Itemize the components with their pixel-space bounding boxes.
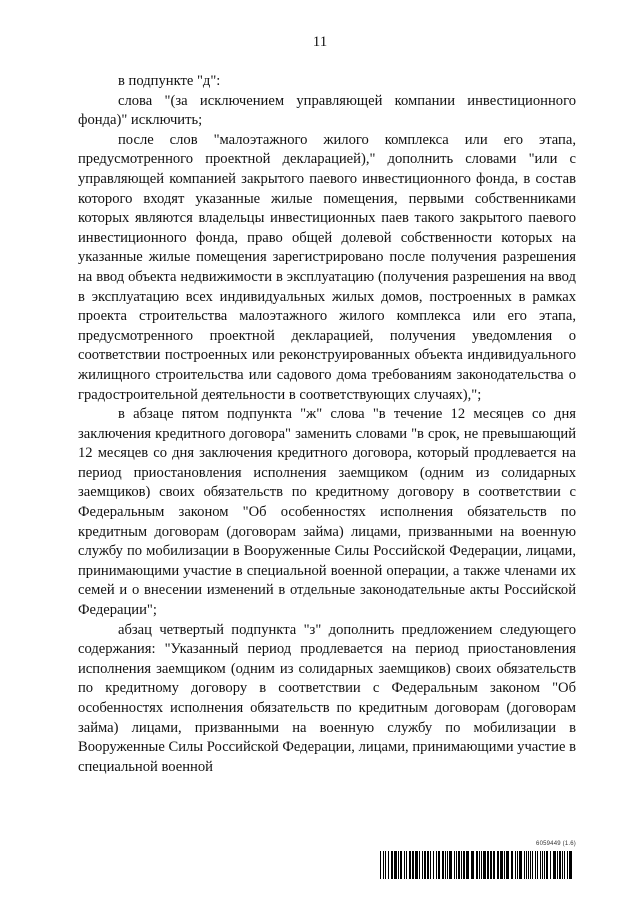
barcode-id-text: 6059449 (1.6) — [536, 841, 576, 847]
barcode-bar — [479, 851, 480, 879]
barcode-bar — [550, 851, 551, 879]
barcode-bar — [493, 851, 495, 879]
barcode-bar — [524, 851, 525, 879]
barcode-bar — [532, 851, 533, 879]
barcode-bar — [427, 851, 429, 879]
barcode-bar — [419, 851, 420, 879]
barcode-bar — [463, 851, 465, 879]
barcode-bar — [430, 851, 431, 879]
barcode-bar — [449, 851, 452, 879]
paragraph: после слов "малоэтажного жилого комплекса или его этапа, предусмотренного проектной декларацией)," дополнить словами "или с управляющей компанией закрытого паевого инвестиционного фонда, в состав которого входят указанные жилые помещения, первыми собственниками которых являются владельцы инвестиционных паев такого закрытого паевого инвестиционного фонда, право общей долевой собственности которых на указанные жилые помещения зарегистрировано после получения разрешения на ввод объекта недвижимости в эксплуатацию (получения разрешения на ввод в эксплуатацию всех индивидуальных жилых домов, построенных в рамках проекта строительства малоэтажного жилого комплекса или его этапа, предусмотренного проектной декларацией, получения уведомления о соответствии построенных или реконструированных объекта индивидуального жилищного строительства или садового дома требованиям законодательства о градостроительной деятельности в соответствующих случаях),"; — [78, 131, 576, 403]
barcode-bar — [394, 851, 397, 879]
barcode-bar — [458, 851, 460, 879]
barcode-bar — [506, 851, 509, 879]
barcode-bar — [476, 851, 478, 879]
barcode-bar — [567, 851, 568, 879]
page-number: 11 — [312, 34, 328, 50]
barcode-bar — [553, 851, 556, 879]
barcode-bar — [424, 851, 426, 879]
barcode-bar — [383, 851, 384, 879]
paragraph: в подпункте "д": — [118, 73, 221, 89]
paragraph: слова "(за исключением управляющей компании инвестиционного фонда)" исключить; — [78, 92, 576, 129]
barcode-bar — [442, 851, 444, 879]
barcode-bar — [406, 851, 407, 879]
barcode-block — [380, 841, 576, 881]
barcode-bar — [400, 851, 402, 879]
document-body — [78, 72, 576, 777]
barcode-bar — [456, 851, 457, 879]
barcode-bar — [526, 851, 527, 879]
barcode-bar — [409, 851, 411, 879]
barcode-bar — [557, 851, 558, 879]
paragraph: в абзаце пятом подпункта "ж" слова "в течение 12 месяцев со дня заключения кредитного договора" заменить словами "в срок, не превышающий 12 месяцев со дня заключения кредитного договора, который продлевается на период приостановления исполнения заемщиком (одним из солидарных заемщиков) своих обязательств по кредитному договору в соответствии с Федеральным законом "Об особенностях исполнения обязательств по кредитным договорам (договорам займа) лицами, призванными на военную службу по мобилизации в Вооруженные Силы Российской Федерации, лицами, принимающими участие в специальной военной операции, а также членами их семей и о внесении изменений в отдельные законодательные акты Российской Федерации"; — [78, 406, 576, 619]
barcode-bar — [388, 851, 389, 879]
barcode-bar — [447, 851, 448, 879]
barcode-bar — [422, 851, 423, 879]
barcode-bar — [504, 851, 505, 879]
paragraph: абзац четвертый подпункта "з" дополнить предложением следующего содержания: "Указанный период продлевается на период приостановления исполнения заемщиком (одним из солидарных заемщиков) своих обязательств по кредитному договору в соответствии с Федеральным законом "Об особенностях исполнения обязательств по кредитным договорам (договорам займа) лицами, призванными на военную службу по мобилизации в Вооруженные Силы Российской Федерации, лицами, принимающими участие в специальной военной — [78, 621, 576, 775]
barcode-bar — [398, 851, 399, 879]
barcode-bar — [404, 851, 405, 879]
barcode-bar — [569, 851, 572, 879]
barcode-bar — [487, 851, 489, 879]
barcode-bar — [466, 851, 469, 879]
barcode-bar — [542, 851, 543, 879]
barcode-bar — [535, 851, 536, 879]
barcode-bar — [511, 851, 513, 879]
barcode-bar — [517, 851, 518, 879]
barcode-bar — [385, 851, 386, 879]
barcode-bar — [564, 851, 565, 879]
barcode-bar — [519, 851, 522, 879]
barcode-bar — [546, 851, 548, 879]
barcode-bar — [530, 851, 531, 879]
barcode-bar — [412, 851, 414, 879]
barcode-bar — [528, 851, 529, 879]
barcode-bar — [500, 851, 503, 879]
barcode-bar — [559, 851, 561, 879]
barcode-bar — [490, 851, 492, 879]
barcode-bar — [537, 851, 538, 879]
barcode-bar — [461, 851, 462, 879]
barcode-bar — [436, 851, 437, 879]
barcode-bar — [481, 851, 482, 879]
barcode-bar — [471, 851, 474, 879]
barcode-image — [380, 851, 576, 879]
barcode-bar — [483, 851, 486, 879]
barcode-bar — [415, 851, 418, 879]
barcode-bar — [433, 851, 434, 879]
barcode-bar — [454, 851, 455, 879]
barcode-bar — [497, 851, 499, 879]
barcode-bar — [445, 851, 446, 879]
barcode-bar — [540, 851, 541, 879]
barcode-bar — [515, 851, 516, 879]
barcode-bar — [562, 851, 563, 879]
barcode-bar — [544, 851, 545, 879]
barcode-bar — [438, 851, 440, 879]
barcode-bar — [391, 851, 393, 879]
barcode-bar — [380, 851, 381, 879]
